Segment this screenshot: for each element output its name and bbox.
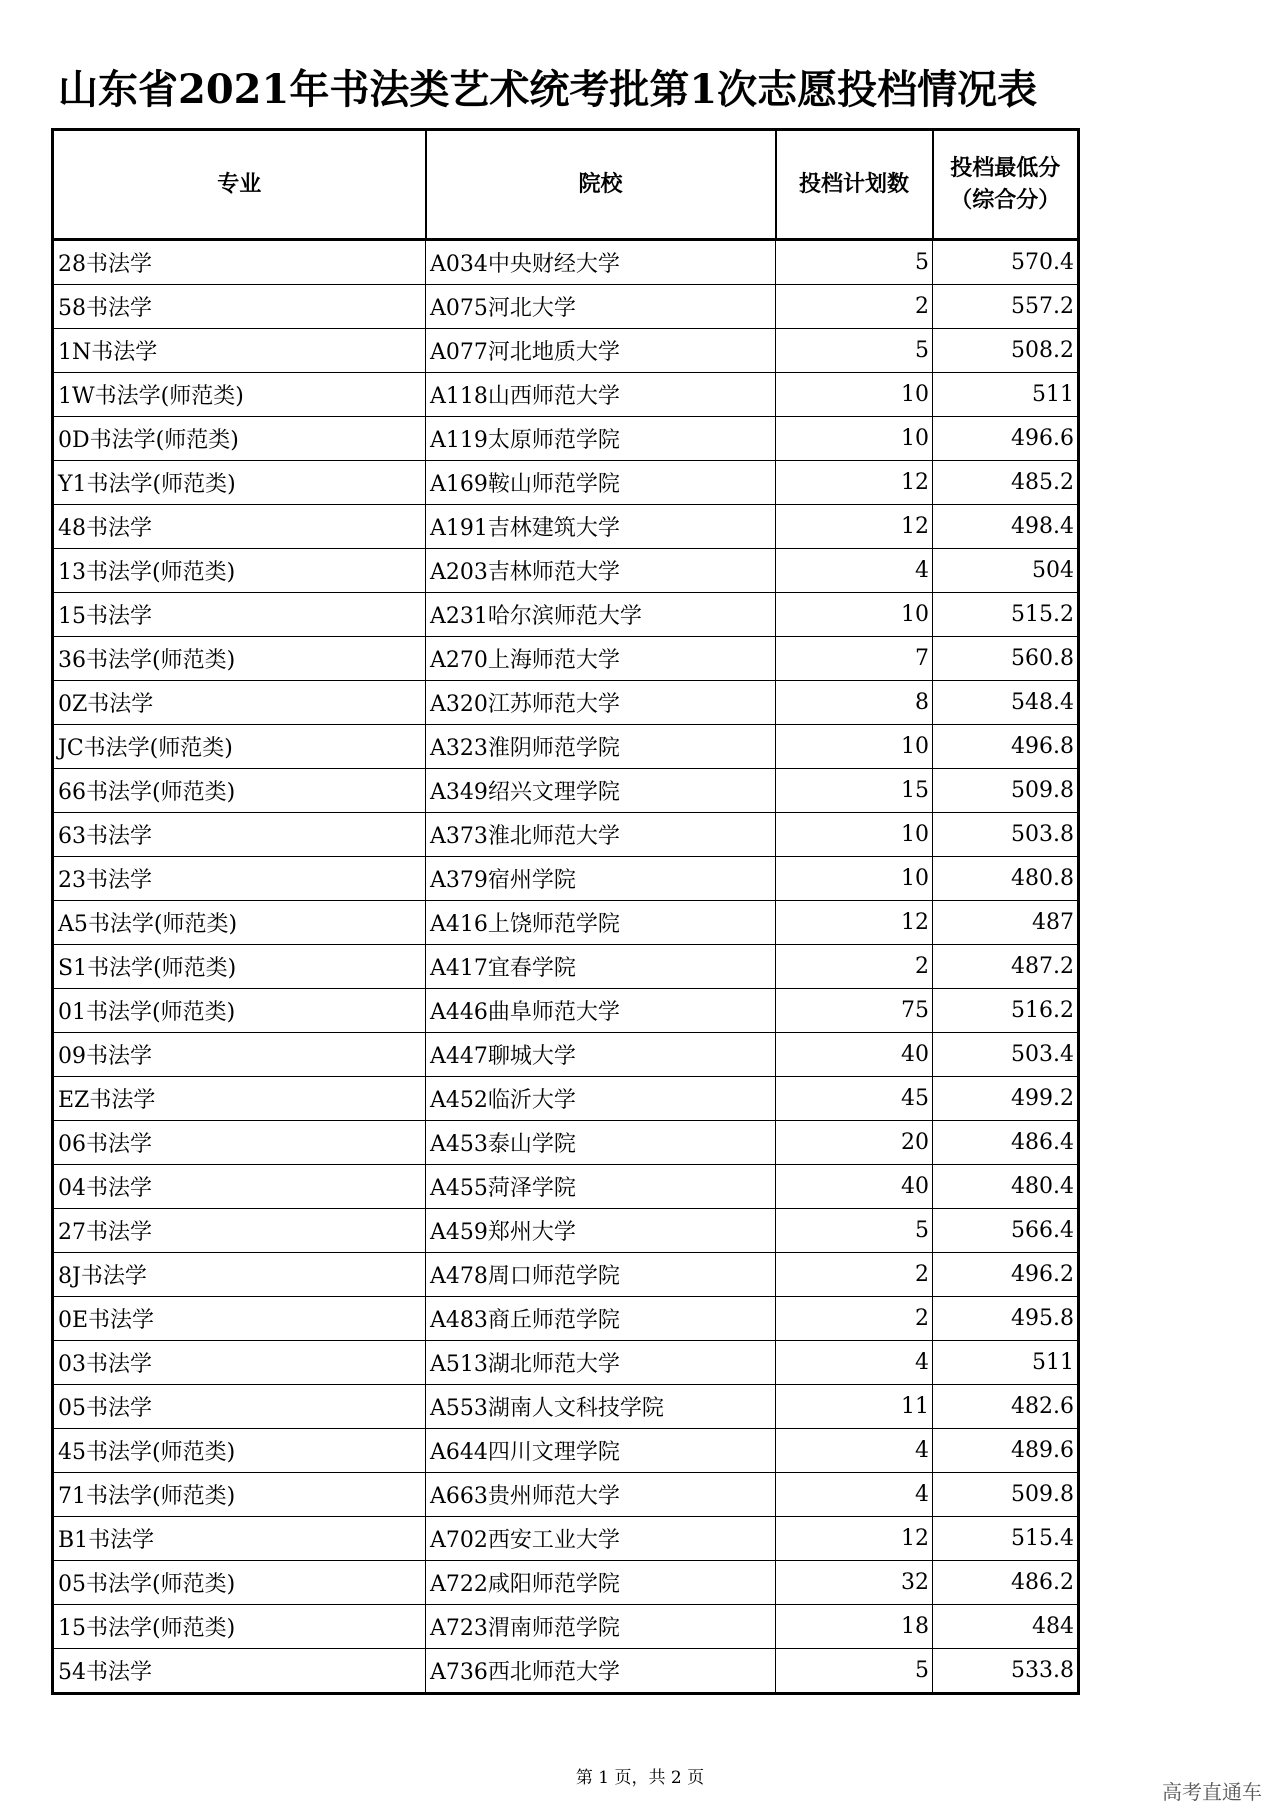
cell-score: 557.2 (933, 285, 1079, 329)
cell-major: 05书法学(师范类) (53, 1561, 426, 1605)
cell-plan: 5 (776, 1209, 933, 1253)
table-header-row (53, 130, 1079, 240)
cell-score: 508.2 (933, 329, 1079, 373)
cell-score: 480.8 (933, 857, 1079, 901)
table-row (53, 1165, 1079, 1209)
cell-major: 48书法学 (53, 505, 426, 549)
cell-score: 509.8 (933, 769, 1079, 813)
table-row (53, 1385, 1079, 1429)
cell-score: 504 (933, 549, 1079, 593)
cell-school: A722咸阳师范学院 (426, 1561, 776, 1605)
cell-score: 515.4 (933, 1517, 1079, 1561)
cell-major: 63书法学 (53, 813, 426, 857)
cell-school: A453泰山学院 (426, 1121, 776, 1165)
cell-score: 515.2 (933, 593, 1079, 637)
cell-plan: 32 (776, 1561, 933, 1605)
cell-plan: 4 (776, 1429, 933, 1473)
cell-plan: 20 (776, 1121, 933, 1165)
cell-school: A452临沂大学 (426, 1077, 776, 1121)
table-row (53, 1209, 1079, 1253)
cell-major: 04书法学 (53, 1165, 426, 1209)
cell-plan: 2 (776, 1253, 933, 1297)
cell-school: A455菏泽学院 (426, 1165, 776, 1209)
cell-score: 503.4 (933, 1033, 1079, 1077)
table-row (53, 1605, 1079, 1649)
cell-plan: 10 (776, 417, 933, 461)
cell-school: A702西安工业大学 (426, 1517, 776, 1561)
cell-school: A446曲阜师范大学 (426, 989, 776, 1033)
cell-plan: 12 (776, 505, 933, 549)
cell-plan: 2 (776, 1297, 933, 1341)
cell-school: A373淮北师范大学 (426, 813, 776, 857)
cell-plan: 5 (776, 1649, 933, 1694)
table-row (53, 1121, 1079, 1165)
header-major: 专业 (53, 130, 426, 240)
cell-plan: 5 (776, 240, 933, 285)
cell-school: A478周口师范学院 (426, 1253, 776, 1297)
cell-major: Y1书法学(师范类) (53, 461, 426, 505)
cell-school: A169鞍山师范学院 (426, 461, 776, 505)
cell-plan: 40 (776, 1033, 933, 1077)
cell-school: A723渭南师范学院 (426, 1605, 776, 1649)
cell-school: A349绍兴文理学院 (426, 769, 776, 813)
table-row (53, 1033, 1079, 1077)
cell-major: A5书法学(师范类) (53, 901, 426, 945)
cell-plan: 10 (776, 725, 933, 769)
cell-plan: 4 (776, 1473, 933, 1517)
table-row (53, 1077, 1079, 1121)
table-row (53, 901, 1079, 945)
cell-plan: 10 (776, 857, 933, 901)
cell-school: A644四川文理学院 (426, 1429, 776, 1473)
cell-plan: 2 (776, 945, 933, 989)
cell-major: S1书法学(师范类) (53, 945, 426, 989)
table-row (53, 549, 1079, 593)
cell-major: 01书法学(师范类) (53, 989, 426, 1033)
admission-table (51, 128, 1080, 1695)
table-row (53, 989, 1079, 1033)
table-row (53, 505, 1079, 549)
cell-major: 0E书法学 (53, 1297, 426, 1341)
cell-score: 495.8 (933, 1297, 1079, 1341)
cell-score: 516.2 (933, 989, 1079, 1033)
cell-school: A736西北师范大学 (426, 1649, 776, 1694)
cell-plan: 12 (776, 461, 933, 505)
table-row (53, 329, 1079, 373)
cell-school: A034中央财经大学 (426, 240, 776, 285)
table-row (53, 373, 1079, 417)
cell-score: 480.4 (933, 1165, 1079, 1209)
table-row (53, 1429, 1079, 1473)
cell-school: A119太原师范学院 (426, 417, 776, 461)
cell-major: 8J书法学 (53, 1253, 426, 1297)
cell-score: 548.4 (933, 681, 1079, 725)
cell-major: 0D书法学(师范类) (53, 417, 426, 461)
page-title: 山东省2021年书法类艺术统考批第1次志愿投档情况表 (58, 66, 1038, 113)
cell-score: 487.2 (933, 945, 1079, 989)
table-row (53, 945, 1079, 989)
cell-score: 487 (933, 901, 1079, 945)
cell-score: 570.4 (933, 240, 1079, 285)
cell-major: EZ书法学 (53, 1077, 426, 1121)
cell-major: 45书法学(师范类) (53, 1429, 426, 1473)
cell-major: 13书法学(师范类) (53, 549, 426, 593)
cell-major: 66书法学(师范类) (53, 769, 426, 813)
cell-major: 54书法学 (53, 1649, 426, 1694)
cell-school: A231哈尔滨师范大学 (426, 593, 776, 637)
cell-score: 511 (933, 373, 1079, 417)
cell-plan: 15 (776, 769, 933, 813)
cell-score: 503.8 (933, 813, 1079, 857)
header-min-score-line2: （综合分） (950, 187, 1061, 213)
cell-score: 533.8 (933, 1649, 1079, 1694)
cell-major: 05书法学 (53, 1385, 426, 1429)
cell-school: A663贵州师范大学 (426, 1473, 776, 1517)
cell-plan: 18 (776, 1605, 933, 1649)
cell-school: A447聊城大学 (426, 1033, 776, 1077)
table-row (53, 813, 1079, 857)
cell-plan: 40 (776, 1165, 933, 1209)
table-row (53, 1253, 1079, 1297)
cell-major: 71书法学(师范类) (53, 1473, 426, 1517)
cell-major: 09书法学 (53, 1033, 426, 1077)
cell-plan: 75 (776, 989, 933, 1033)
cell-school: A270上海师范大学 (426, 637, 776, 681)
cell-plan: 10 (776, 813, 933, 857)
header-plan: 投档计划数 (776, 130, 933, 240)
cell-plan: 5 (776, 329, 933, 373)
cell-score: 496.6 (933, 417, 1079, 461)
cell-school: A203吉林师范大学 (426, 549, 776, 593)
cell-major: 1N书法学 (53, 329, 426, 373)
cell-plan: 10 (776, 593, 933, 637)
cell-score: 496.2 (933, 1253, 1079, 1297)
cell-school: A323淮阴师范学院 (426, 725, 776, 769)
cell-score: 486.4 (933, 1121, 1079, 1165)
cell-plan: 4 (776, 1341, 933, 1385)
cell-plan: 4 (776, 549, 933, 593)
table-body (53, 240, 1079, 1694)
cell-plan: 12 (776, 1517, 933, 1561)
cell-major: 1W书法学(师范类) (53, 373, 426, 417)
watermark: 高考直通车 (1162, 1780, 1262, 1804)
cell-school: A320江苏师范大学 (426, 681, 776, 725)
table-row (53, 1297, 1079, 1341)
header-min-score-line1: 投档最低分 (950, 155, 1061, 181)
cell-score: 511 (933, 1341, 1079, 1385)
cell-major: 28书法学 (53, 240, 426, 285)
cell-school: A191吉林建筑大学 (426, 505, 776, 549)
cell-score: 482.6 (933, 1385, 1079, 1429)
cell-school: A379宿州学院 (426, 857, 776, 901)
table-row (53, 1561, 1079, 1605)
table-row (53, 1473, 1079, 1517)
cell-score: 560.8 (933, 637, 1079, 681)
cell-school: A075河北大学 (426, 285, 776, 329)
cell-school: A459郑州大学 (426, 1209, 776, 1253)
page-footer: 第 1 页，共 2 页 (575, 1768, 705, 1788)
cell-school: A513湖北师范大学 (426, 1341, 776, 1385)
cell-plan: 2 (776, 285, 933, 329)
cell-score: 485.2 (933, 461, 1079, 505)
cell-school: A483商丘师范学院 (426, 1297, 776, 1341)
cell-score: 566.4 (933, 1209, 1079, 1253)
cell-major: 15书法学(师范类) (53, 1605, 426, 1649)
cell-plan: 11 (776, 1385, 933, 1429)
cell-school: A118山西师范大学 (426, 373, 776, 417)
cell-score: 486.2 (933, 1561, 1079, 1605)
cell-plan: 7 (776, 637, 933, 681)
table-row (53, 285, 1079, 329)
cell-score: 489.6 (933, 1429, 1079, 1473)
cell-major: 36书法学(师范类) (53, 637, 426, 681)
cell-major: 15书法学 (53, 593, 426, 637)
cell-major: B1书法学 (53, 1517, 426, 1561)
table-row (53, 637, 1079, 681)
table-row (53, 681, 1079, 725)
cell-school: A077河北地质大学 (426, 329, 776, 373)
table-row (53, 1517, 1079, 1561)
cell-plan: 12 (776, 901, 933, 945)
cell-plan: 8 (776, 681, 933, 725)
cell-score: 484 (933, 1605, 1079, 1649)
cell-plan: 10 (776, 373, 933, 417)
cell-major: JC书法学(师范类) (53, 725, 426, 769)
cell-major: 58书法学 (53, 285, 426, 329)
cell-major: 06书法学 (53, 1121, 426, 1165)
table-row (53, 725, 1079, 769)
cell-school: A416上饶师范学院 (426, 901, 776, 945)
table-row (53, 461, 1079, 505)
table-row (53, 769, 1079, 813)
cell-score: 509.8 (933, 1473, 1079, 1517)
cell-score: 499.2 (933, 1077, 1079, 1121)
header-school: 院校 (426, 130, 776, 240)
cell-school: A417宜春学院 (426, 945, 776, 989)
table-row (53, 1649, 1079, 1694)
header-min-score (933, 130, 1079, 240)
cell-major: 03书法学 (53, 1341, 426, 1385)
cell-major: 27书法学 (53, 1209, 426, 1253)
table-row (53, 593, 1079, 637)
cell-score: 498.4 (933, 505, 1079, 549)
cell-major: 23书法学 (53, 857, 426, 901)
table-row (53, 1341, 1079, 1385)
table-row (53, 857, 1079, 901)
table-row (53, 417, 1079, 461)
cell-score: 496.8 (933, 725, 1079, 769)
cell-major: 0Z书法学 (53, 681, 426, 725)
cell-plan: 45 (776, 1077, 933, 1121)
cell-school: A553湖南人文科技学院 (426, 1385, 776, 1429)
table-row (53, 240, 1079, 285)
